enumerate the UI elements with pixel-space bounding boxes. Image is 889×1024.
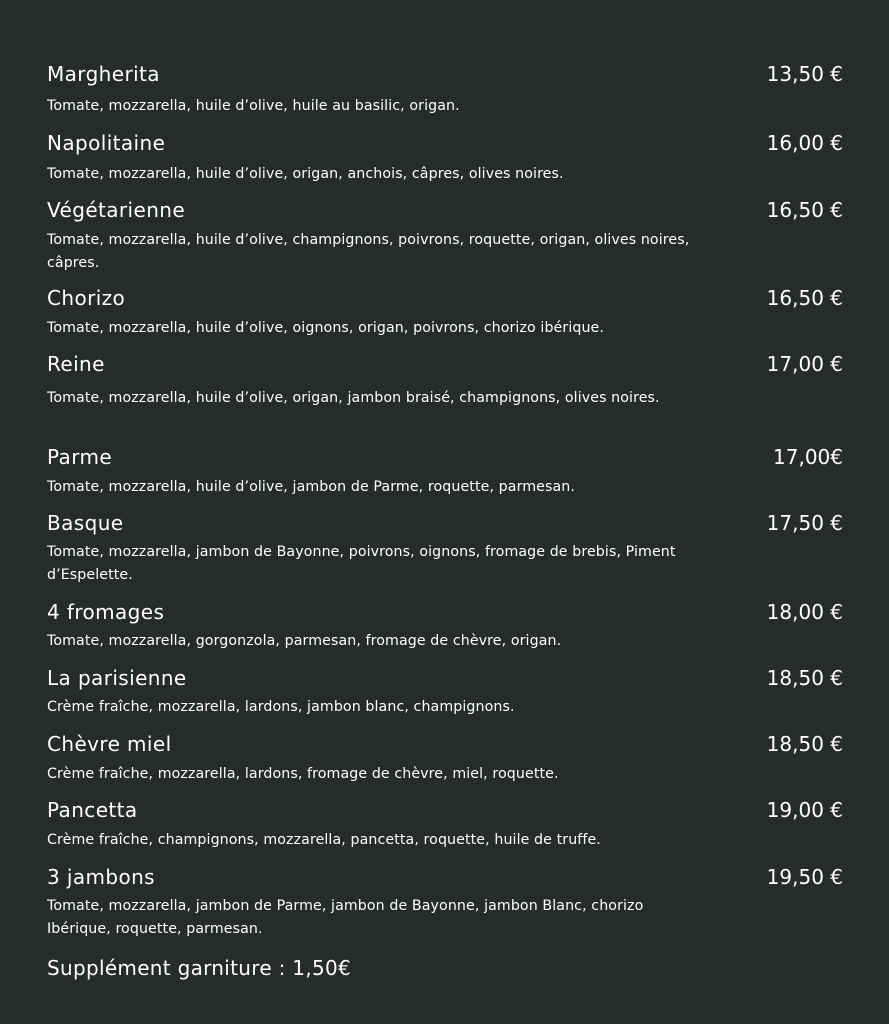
item-description: Tomate, mozzarella, huile d’olive, oignons, origan, poivrons, chorizo ibérique.: [47, 320, 604, 336]
item-description: Tomate, mozzarella, jambon de Parme, jambon de Bayonne, jambon Blanc, chorizo Ibérique, roquette, parmesan.: [47, 898, 644, 937]
item-description: Tomate, mozzarella, huile d’olive, jambon de Parme, roquette, parmesan.: [47, 479, 575, 495]
item-price: 16,00 €: [766, 131, 843, 155]
item-name: Chorizo: [47, 286, 126, 310]
item-description: Tomate, mozzarella, huile d’olive, origan, jambon braisé, champignons, olives noires.: [47, 390, 660, 406]
item-price: 18,00 €: [766, 600, 843, 624]
menu-item-header: [47, 197, 843, 223]
item-name: Reine: [47, 352, 105, 376]
item-description: Crème fraîche, mozzarella, lardons, jambon blanc, champignons.: [47, 699, 515, 715]
item-price: 19,00 €: [766, 798, 843, 822]
item-description: Crème fraîche, mozzarella, lardons, fromage de chèvre, miel, roquette.: [47, 766, 559, 782]
item-description: Tomate, mozzarella, jambon de Bayonne, poivrons, oignons, fromage de brebis, Piment d’Espelette.: [47, 544, 676, 583]
supplement-note: Supplément garniture : 1,50€: [47, 956, 352, 980]
item-name: Basque: [47, 511, 124, 535]
menu-item-chorizo: [47, 285, 843, 336]
item-name: Margherita: [47, 62, 160, 86]
menu-item-margherita: [47, 61, 843, 114]
menu-item-header: [47, 864, 843, 890]
menu-item-pancetta: [47, 797, 843, 848]
item-name: 3 jambons: [47, 865, 156, 889]
menu-item-parme: [47, 444, 843, 495]
menu-item-header: [47, 130, 843, 156]
menu-item-header: [47, 510, 843, 536]
menu-item-header: [47, 731, 843, 757]
menu-item-header: [47, 285, 843, 311]
item-price: 17,00 €: [766, 352, 843, 376]
item-name: Parme: [47, 445, 113, 469]
menu-item-header: [47, 444, 843, 470]
item-description: Tomate, mozzarella, huile d’olive, champignons, poivrons, roquette, origan, olives noires, câpres.: [47, 232, 690, 271]
menu-item-header: [47, 797, 843, 823]
menu-item-chevre-miel: [47, 731, 843, 782]
item-price: 18,50 €: [766, 666, 843, 690]
item-description: Tomate, mozzarella, gorgonzola, parmesan, fromage de chèvre, origan.: [47, 633, 562, 649]
menu-item-reine: [47, 351, 843, 406]
item-name: 4 fromages: [47, 600, 165, 624]
menu-item-header: [47, 665, 843, 691]
menu-item-vegetarienne: [47, 197, 843, 271]
item-description: Tomate, mozzarella, huile d’olive, huile au basilic, origan.: [47, 98, 460, 114]
menu-item-la-parisienne: [47, 665, 843, 715]
item-price: 17,00€: [773, 445, 843, 469]
item-description: Crème fraîche, champignons, mozzarella, pancetta, roquette, huile de truffe.: [47, 832, 601, 848]
menu-item-header: [47, 61, 843, 87]
item-price: 16,50 €: [766, 286, 843, 310]
item-name: Pancetta: [47, 798, 138, 822]
menu-item-basque: [47, 510, 843, 583]
item-price: 19,50 €: [766, 865, 843, 889]
item-price: 16,50 €: [766, 198, 843, 222]
item-description: Tomate, mozzarella, huile d’olive, origan, anchois, câpres, olives noires.: [47, 166, 564, 182]
menu-item-4-fromages: [47, 599, 843, 649]
item-name: Napolitaine: [47, 131, 166, 155]
item-price: 13,50 €: [766, 62, 843, 86]
menu-item-header: [47, 351, 843, 377]
item-name: Chèvre miel: [47, 732, 172, 756]
item-name: Végétarienne: [47, 198, 186, 222]
item-price: 17,50 €: [766, 511, 843, 535]
menu-item-3-jambons: [47, 864, 843, 937]
item-price: 18,50 €: [766, 732, 843, 756]
menu-item-header: [47, 599, 843, 625]
menu-item-napolitaine: [47, 130, 843, 182]
item-name: La parisienne: [47, 666, 187, 690]
